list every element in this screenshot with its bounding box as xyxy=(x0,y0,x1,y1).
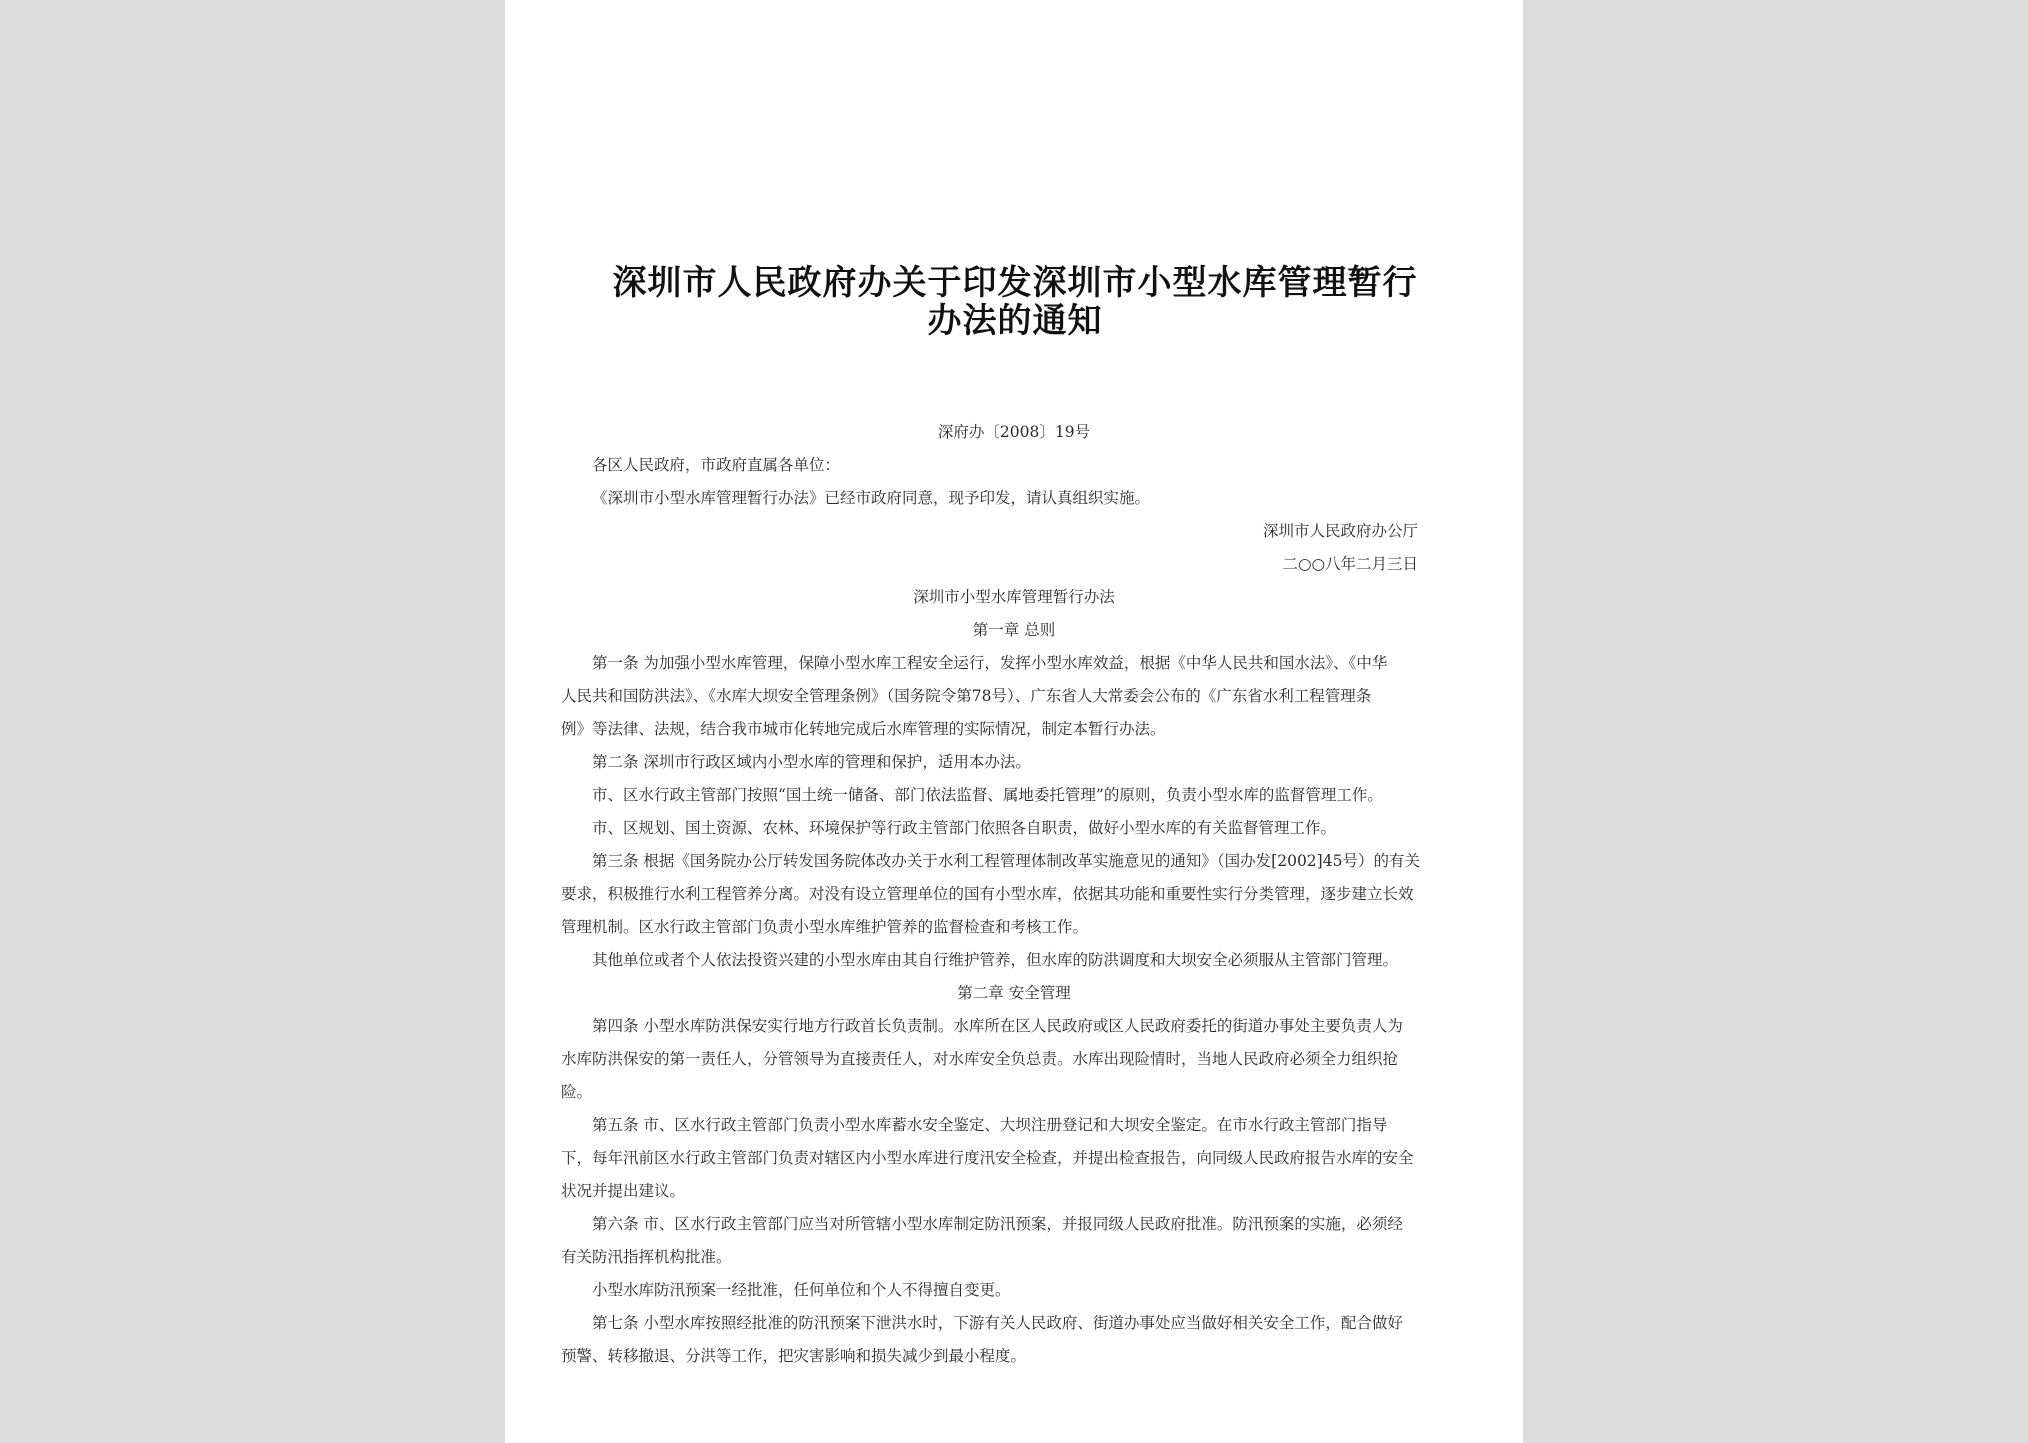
issue-date: 二○○八年二月三日 xyxy=(1282,555,1418,573)
article-2-paragraph-3: 市、区规划、国土资源、农林、环境保护等行政主管部门依照各自职责，做好小型水库的有关监督管理工作。 xyxy=(592,819,1337,837)
intro-paragraph: 《深圳市小型水库管理暂行办法》已经市政府同意，现予印发，请认真组织实施。 xyxy=(592,489,1151,507)
article-1-line-2: 人民共和国防洪法》、《水库大坝安全管理条例》（国务院令第78号）、广东省人大常委会公布的《广东省水利工程管理条 xyxy=(561,687,1372,705)
article-5-line-2: 下，每年汛前区水行政主管部门负责对辖区内小型水库进行度汛安全检查，并提出检查报告，向同级人民政府报告水库的安全 xyxy=(561,1149,1414,1167)
document-title-line-2: 办法的通知 xyxy=(927,301,1103,341)
article-4-line-3: 险。 xyxy=(561,1083,593,1101)
article-7-line-1: 第七条 小型水库按照经批准的防汛预案下泄洪水时，下游有关人民政府、街道办事处应当做好相关安全工作，配合做好 xyxy=(592,1314,1403,1332)
article-7-line-2: 预警、转移撤退、分洪等工作，把灾害影响和损失减少到最小程度。 xyxy=(561,1347,1027,1365)
article-5-line-3: 状况并提出建议。 xyxy=(561,1182,686,1200)
issuer-signature: 深圳市人民政府办公厅 xyxy=(1262,522,1418,540)
article-2: 第二条 深圳市行政区域内小型水库的管理和保护，适用本办法。 xyxy=(592,753,1031,771)
article-1-line-3: 例》等法律、法规，结合我市城市化转地完成后水库管理的实际情况，制定本暂行办法。 xyxy=(561,720,1166,738)
document-page xyxy=(505,0,1523,1443)
document-number: 深府办〔2008〕19号 xyxy=(937,423,1091,441)
article-4-line-2: 水库防洪保安的第一责任人，分管领导为直接责任人，对水库安全负总责。水库出现险情时，当地人民政府必须全力组织抢 xyxy=(561,1050,1399,1068)
measures-title: 深圳市小型水库管理暂行办法 xyxy=(913,588,1115,606)
article-3-paragraph-2: 其他单位或者个人依法投资兴建的小型水库由其自行维护管养，但水库的防洪调度和大坝安全必须服从主管部门管理。 xyxy=(592,951,1399,969)
article-6-paragraph-2: 小型水库防汛预案一经批准，任何单位和个人不得擅自变更。 xyxy=(592,1281,1011,1299)
article-4-line-1: 第四条 小型水库防洪保安实行地方行政首长负责制。水库所在区人民政府或区人民政府委托的街道办事处主要负责人为 xyxy=(592,1017,1403,1035)
addressee: 各区人民政府，市政府直属各单位： xyxy=(592,456,841,474)
article-6-line-1: 第六条 市、区水行政主管部门应当对所管辖小型水库制定防汛预案，并报同级人民政府批准。防汛预案的实施，必须经 xyxy=(592,1215,1403,1233)
article-3-line-2: 要求，积极推行水利工程管养分离。对没有设立管理单位的国有小型水库，依据其功能和重要性实行分类管理，逐步建立长效 xyxy=(561,885,1414,903)
article-3-line-3: 管理机制。区水行政主管部门负责小型水库维护管养的监督检查和考核工作。 xyxy=(561,918,1089,936)
article-2-paragraph-2: 市、区水行政主管部门按照“国土统一储备、部门依法监督、属地委托管理”的原则，负责小型水库的监督管理工作。 xyxy=(592,786,1383,804)
article-6-line-2: 有关防汛指挥机构批准。 xyxy=(561,1248,732,1266)
article-1-line-1: 第一条 为加强小型水库管理，保障小型水库工程安全运行，发挥小型水库效益，根据《中华人民共和国水法》、《中华 xyxy=(592,654,1388,672)
chapter-2-heading: 第二章 安全管理 xyxy=(957,984,1071,1002)
chapter-1-heading: 第一章 总则 xyxy=(972,621,1056,639)
document-title-line-1: 深圳市人民政府办关于印发深圳市小型水库管理暂行 xyxy=(612,263,1418,303)
article-5-line-1: 第五条 市、区水行政主管部门负责小型水库蓄水安全鉴定、大坝注册登记和大坝安全鉴定。在市水行政主管部门指导 xyxy=(592,1116,1388,1134)
article-3-line-1: 第三条 根据《国务院办公厅转发国务院体改办关于水利工程管理体制改革实施意见的通知》（国办发[2002]45号）的有关 xyxy=(592,852,1420,870)
